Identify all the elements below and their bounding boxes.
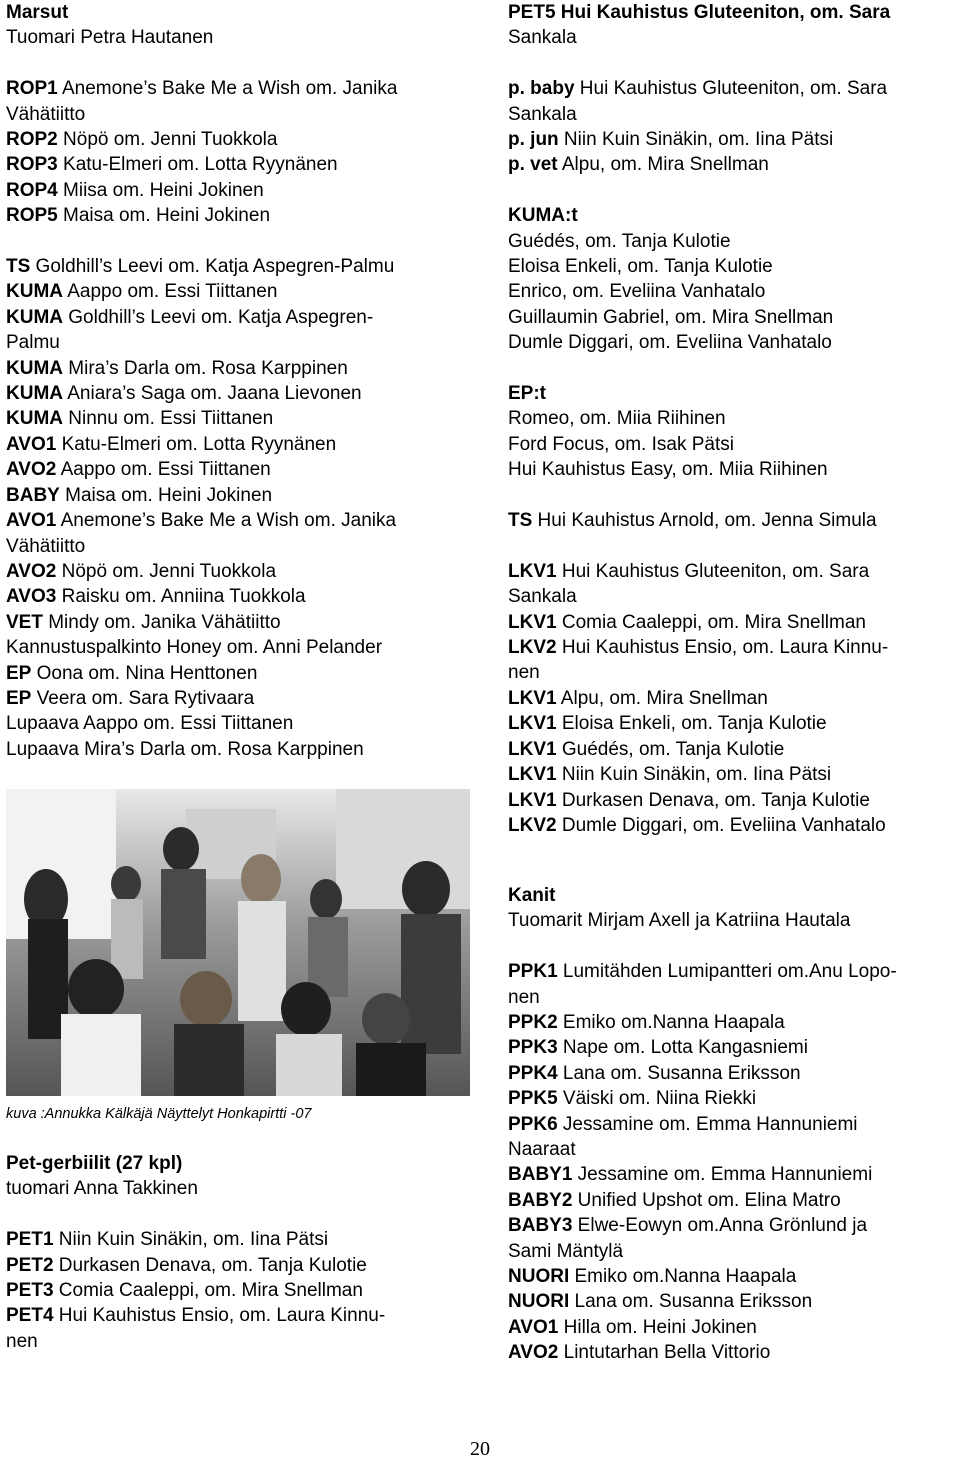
spacer [508, 483, 960, 508]
class-label: PPK3 [508, 1037, 558, 1059]
entry-text: Nöpö om. Jenni Tuokkola [57, 129, 278, 151]
entry-text: Miisa om. Heini Jokinen [57, 179, 264, 201]
result-line [6, 406, 476, 431]
entry-text: Naaraat [508, 1139, 576, 1161]
class-label: LKV1 [508, 560, 557, 582]
right-column-top [508, 0, 960, 838]
entry-text: Katu-Elmeri om. Lotta Ryynänen [57, 154, 338, 176]
result-line [6, 483, 476, 508]
entry-text: Hui Kauhistus Gluteeniton, om. Sara [556, 560, 870, 582]
class-label: KUMA [6, 306, 63, 328]
spacer [6, 51, 476, 76]
result-line [508, 584, 960, 609]
result-line [508, 1213, 960, 1238]
result-line [6, 534, 476, 559]
result-line [508, 254, 960, 279]
class-label: LKV1 [508, 611, 557, 633]
class-label: KUMA [6, 281, 63, 303]
entry-text: Aniara’s Saga om. Jaana Lievonen [63, 383, 362, 405]
result-line [508, 1137, 960, 1162]
spacer [508, 51, 960, 76]
entry-text: nen [508, 986, 540, 1008]
result-line [6, 610, 476, 635]
class-label: KUMA [6, 383, 63, 405]
entry-text: Alpu, om. Mira Snellman [557, 154, 769, 176]
entry-text: Durkasen Denava, om. Tanja Kulotie [53, 1254, 367, 1276]
result-line [6, 76, 476, 101]
result-line [508, 610, 960, 635]
entry-text: Hui Kauhistus Gluteeniton, om. Sara [574, 78, 888, 100]
result-line [6, 0, 476, 25]
class-label: LKV1 [508, 789, 557, 811]
class-label: ROP1 [6, 78, 58, 100]
entry-text: Vähätiitto [6, 103, 86, 125]
entry-text: Sami Mäntylä [508, 1240, 624, 1262]
result-line [508, 330, 960, 355]
result-line [508, 1289, 960, 1314]
result-line [508, 737, 960, 762]
entry-text: Hui Kauhistus Easy, om. Miia Riihinen [508, 459, 828, 481]
entry-text: Jessamine om. Emma Hannuniemi [557, 1113, 858, 1135]
entry-text: Guillaumin Gabriel, om. Mira Snellman [508, 306, 834, 328]
class-label: ROP3 [6, 154, 58, 176]
entry-text: Emiko om.Nanna Haapala [557, 1012, 785, 1034]
result-line [508, 1112, 960, 1137]
result-line [508, 1162, 960, 1187]
class-label: Pet-gerbiilit (27 kpl) [6, 1153, 183, 1174]
class-label: BABY1 [508, 1164, 573, 1186]
class-label: LKV1 [508, 738, 557, 760]
class-label: PET2 [6, 1254, 54, 1276]
left-column-bottom [6, 1151, 476, 1354]
result-line [508, 762, 960, 787]
result-line [508, 432, 960, 457]
spacer [508, 934, 960, 959]
class-label: AVO2 [6, 459, 57, 481]
result-line [6, 1253, 476, 1278]
class-label: LKV1 [508, 764, 557, 786]
class-label: PPK2 [508, 1012, 558, 1034]
result-line [6, 330, 476, 355]
class-label: TS [508, 510, 533, 532]
class-label: BABY [6, 484, 60, 506]
entry-text: Lupaava Aappo om. Essi Tiittanen [6, 713, 294, 735]
spacer [6, 1202, 476, 1227]
entry-text: tuomari Anna Takkinen [6, 1178, 198, 1200]
entry-text: Vähätiitto [6, 535, 86, 557]
class-label: VET [6, 611, 43, 633]
result-line [508, 1061, 960, 1086]
result-line [508, 559, 960, 584]
result-line [508, 229, 960, 254]
right-column-bottom [508, 883, 960, 1366]
class-label: PET5 Hui Kauhistus Gluteeniton, om. Sara [508, 2, 891, 23]
entry-text: Guédés, om. Tanja Kulotie [556, 738, 785, 760]
class-label: LKV1 [508, 687, 557, 709]
entry-text: Lana om. Susanna Eriksson [557, 1062, 801, 1084]
class-label: PPK4 [508, 1062, 558, 1084]
entry-text: Eloisa Enkeli, om. Tanja Kulotie [508, 256, 773, 278]
class-label: TS [6, 256, 31, 278]
left-column-top [6, 0, 476, 762]
class-label: ROP5 [6, 205, 58, 227]
entry-text: Ninnu om. Essi Tiittanen [63, 408, 274, 430]
entry-text: Comia Caaleppi, om. Mira Snellman [53, 1280, 363, 1302]
photo-caption: kuva :Annukka Kälkäjä Näyttelyt Honkapirtti -07 [6, 1106, 312, 1122]
entry-text: Aappo om. Essi Tiittanen [63, 281, 278, 303]
entry-text: Anemone’s Bake Me a Wish om. Janika [56, 510, 397, 532]
result-line [508, 25, 960, 50]
class-label: PET4 [6, 1305, 54, 1327]
result-line [508, 203, 960, 228]
spacer [508, 356, 960, 381]
result-line [508, 1188, 960, 1213]
class-label: EP [6, 687, 32, 709]
result-line [508, 406, 960, 431]
entry-text: Mindy om. Janika Vähätiitto [42, 611, 281, 633]
result-line [6, 381, 476, 406]
entry-text: Lana om. Susanna Eriksson [569, 1291, 813, 1313]
result-line [6, 508, 476, 533]
entry-text: Hui Kauhistus Ensio, om. Laura Kinnu- [556, 637, 889, 659]
entry-text: Kannustuspalkinto Honey om. Anni Pelander [6, 637, 383, 659]
class-label: ROP4 [6, 179, 58, 201]
result-line [508, 1239, 960, 1264]
entry-text: Tuomarit Mirjam Axell ja Katriina Hautala [508, 910, 851, 932]
entry-text: Niin Kuin Sinäkin, om. Iina Pätsi [556, 764, 832, 786]
entry-text: Jessamine om. Emma Hannuniemi [572, 1164, 873, 1186]
entry-text: Sankala [508, 103, 577, 125]
result-line [508, 508, 960, 533]
result-line [508, 635, 960, 660]
result-line [6, 1227, 476, 1252]
result-line [6, 584, 476, 609]
entry-text: Durkasen Denava, om. Tanja Kulotie [556, 789, 870, 811]
spacer [508, 178, 960, 203]
result-line [6, 254, 476, 279]
spacer [6, 229, 476, 254]
entry-text: Niin Kuin Sinäkin, om. Iina Pätsi [53, 1229, 329, 1251]
entry-text: Comia Caaleppi, om. Mira Snellman [556, 611, 866, 633]
result-line [6, 432, 476, 457]
class-label: LKV2 [508, 814, 557, 836]
entry-text: Sankala [508, 27, 577, 49]
class-label: KUMA [6, 357, 63, 379]
class-label: PPK6 [508, 1113, 558, 1135]
result-line [6, 1278, 476, 1303]
class-label: AVO1 [6, 433, 57, 455]
result-line [6, 686, 476, 711]
entry-text: Unified Upshot om. Elina Matro [572, 1189, 841, 1211]
class-label: p. jun [508, 129, 559, 151]
result-line [508, 0, 960, 25]
class-label: AVO1 [508, 1316, 559, 1338]
result-line [6, 203, 476, 228]
entry-text: Niin Kuin Sinäkin, om. Iina Pätsi [558, 129, 834, 151]
entry-text: nen [508, 662, 540, 684]
photo-illustration [6, 789, 470, 1096]
class-label: AVO1 [6, 510, 57, 532]
result-line [6, 1303, 476, 1328]
class-label: p. baby [508, 78, 575, 100]
class-label: EP:t [508, 383, 546, 405]
class-label: PET1 [6, 1229, 54, 1251]
class-label: Kanit [508, 885, 556, 906]
entry-text: Emiko om.Nanna Haapala [569, 1266, 797, 1288]
entry-text: Anemone’s Bake Me a Wish om. Janika [57, 78, 398, 100]
entry-text: Oona om. Nina Henttonen [31, 662, 258, 684]
entry-text: Tuomari Petra Hautanen [6, 27, 214, 49]
class-label: AVO3 [6, 586, 57, 608]
result-line [6, 102, 476, 127]
page-number: 20 [470, 1438, 490, 1460]
class-label: BABY3 [508, 1215, 573, 1237]
entry-text: Nape om. Lotta Kangasniemi [557, 1037, 808, 1059]
result-line [6, 635, 476, 660]
result-line [508, 788, 960, 813]
result-line [508, 908, 960, 933]
class-label: NUORI [508, 1291, 570, 1313]
entry-text: Lupaava Mira’s Darla om. Rosa Karppinen [6, 738, 364, 760]
result-line [508, 102, 960, 127]
class-label: KUMA [6, 408, 63, 430]
entry-text: Hui Kauhistus Ensio, om. Laura Kinnu- [53, 1305, 386, 1327]
class-label: LKV1 [508, 713, 557, 735]
entry-text: Romeo, om. Miia Riihinen [508, 408, 726, 430]
result-line [6, 1329, 476, 1354]
entry-text: Nöpö om. Jenni Tuokkola [56, 560, 277, 582]
result-line [508, 959, 960, 984]
result-line [508, 127, 960, 152]
result-line [6, 279, 476, 304]
entry-text: Guédés, om. Tanja Kulotie [508, 230, 731, 252]
result-line [508, 711, 960, 736]
result-line [508, 1086, 960, 1111]
class-label: AVO2 [6, 560, 57, 582]
result-line [508, 1010, 960, 1035]
entry-text: Aappo om. Essi Tiittanen [56, 459, 271, 481]
result-line [6, 1176, 476, 1201]
entry-text: Dumle Diggari, om. Eveliina Vanhatalo [556, 814, 886, 836]
entry-text: Lintutarhan Bella Vittorio [558, 1342, 771, 1364]
class-label: PET3 [6, 1280, 54, 1302]
class-label: PPK1 [508, 961, 558, 983]
result-line [6, 178, 476, 203]
result-line [508, 279, 960, 304]
entry-text: Sankala [508, 586, 577, 608]
entry-text: Dumle Diggari, om. Eveliina Vanhatalo [508, 332, 832, 354]
event-photo [6, 789, 470, 1096]
class-label: ROP2 [6, 129, 58, 151]
result-line [6, 457, 476, 482]
entry-text: Eloisa Enkeli, om. Tanja Kulotie [556, 713, 827, 735]
result-line [508, 686, 960, 711]
entry-text: Mira’s Darla om. Rosa Karppinen [63, 357, 348, 379]
result-line [6, 127, 476, 152]
class-label: NUORI [508, 1266, 570, 1288]
result-line [508, 76, 960, 101]
result-line [508, 305, 960, 330]
class-label: LKV2 [508, 637, 557, 659]
class-label: AVO2 [508, 1342, 559, 1364]
entry-text: Ford Focus, om. Isak Pätsi [508, 433, 734, 455]
result-line [6, 152, 476, 177]
result-line [508, 1264, 960, 1289]
result-line [6, 356, 476, 381]
entry-text: Veera om. Sara Rytivaara [31, 687, 255, 709]
result-line [6, 661, 476, 686]
class-label: BABY2 [508, 1189, 573, 1211]
class-label: Marsut [6, 2, 69, 23]
entry-text: Maisa om. Heini Jokinen [57, 205, 271, 227]
result-line [508, 457, 960, 482]
result-line [508, 1035, 960, 1060]
result-line [6, 559, 476, 584]
entry-text: Lumitähden Lumipantteri om.Anu Lopo- [557, 961, 897, 983]
spacer [508, 533, 960, 558]
entry-text: Alpu, om. Mira Snellman [556, 687, 768, 709]
entry-text: Enrico, om. Eveliina Vanhatalo [508, 281, 766, 303]
entry-text: Goldhill’s Leevi om. Katja Aspegren- [63, 306, 374, 328]
result-line [6, 305, 476, 330]
entry-text: Palmu [6, 332, 60, 354]
class-label: p. vet [508, 154, 558, 176]
result-line [6, 25, 476, 50]
entry-text: Raisku om. Anniina Tuokkola [56, 586, 306, 608]
entry-text: Elwe-Eowyn om.Anna Grönlund ja [572, 1215, 868, 1237]
entry-text: Goldhill’s Leevi om. Katja Aspegren-Palmu [30, 256, 395, 278]
result-line [6, 1151, 476, 1176]
result-line [508, 883, 960, 908]
entry-text: Väiski om. Niina Riekki [557, 1088, 757, 1110]
result-line [508, 381, 960, 406]
entry-text: Maisa om. Heini Jokinen [59, 484, 273, 506]
result-line [508, 1340, 960, 1365]
class-label: EP [6, 662, 32, 684]
class-label: PPK5 [508, 1088, 558, 1110]
entry-text: Hui Kauhistus Arnold, om. Jenna Simula [532, 510, 877, 532]
result-line [508, 660, 960, 685]
class-label: KUMA:t [508, 205, 578, 227]
entry-text: Katu-Elmeri om. Lotta Ryynänen [56, 433, 337, 455]
result-line [508, 813, 960, 838]
result-line [508, 985, 960, 1010]
result-line [508, 152, 960, 177]
result-line [508, 1315, 960, 1340]
result-line [6, 737, 476, 762]
entry-text: nen [6, 1330, 38, 1352]
entry-text: Hilla om. Heini Jokinen [558, 1316, 757, 1338]
result-line [6, 711, 476, 736]
